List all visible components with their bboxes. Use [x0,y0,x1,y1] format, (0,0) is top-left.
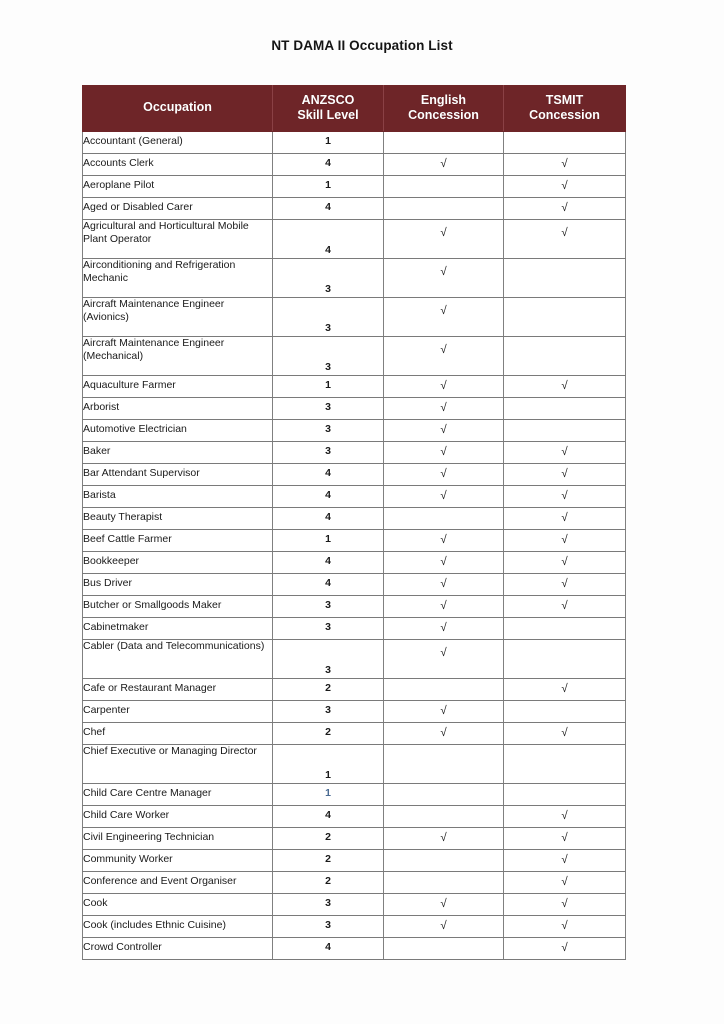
table-row[interactable] [83,375,626,397]
cell-english-concession: √ [384,419,504,441]
cell-skill-level: 3 [273,397,384,419]
table-row[interactable] [83,529,626,551]
table-header-row [83,86,626,132]
cell-tsmit-concession: √ [504,375,626,397]
cell-english-concession: √ [384,441,504,463]
table-row[interactable] [83,175,626,197]
cell-skill-level: 3 [273,297,384,336]
column-header-english-line2: Concession [408,107,479,122]
table-row[interactable] [83,551,626,573]
cell-tsmit-concession [504,397,626,419]
cell-occupation: Child Care Centre Manager [83,783,273,805]
table-row[interactable] [83,441,626,463]
column-header-occupation-line1: Occupation [143,100,212,115]
cell-english-concession [384,783,504,805]
cell-tsmit-concession: √ [504,219,626,258]
table-row[interactable] [83,258,626,297]
table-row[interactable] [83,893,626,915]
cell-skill-level: 1 [273,744,384,783]
cell-occupation: Cafe or Restaurant Manager [83,678,273,700]
page-title: NT DAMA II Occupation List [271,38,453,53]
cell-english-concession: √ [384,551,504,573]
cell-english-concession: √ [384,297,504,336]
table-row[interactable] [83,219,626,258]
cell-skill-level: 2 [273,871,384,893]
cell-english-concession [384,744,504,783]
column-header-anzsco-line1: ANZSCO [301,93,355,107]
cell-english-concession [384,175,504,197]
cell-occupation: Baker [83,441,273,463]
cell-skill-level: 4 [273,507,384,529]
table-body [83,131,626,959]
cell-tsmit-concession [504,297,626,336]
cell-occupation: Automotive Electrician [83,419,273,441]
table-header [83,86,626,132]
cell-skill-level: 3 [273,258,384,297]
cell-skill-level: 3 [273,441,384,463]
cell-skill-level: 2 [273,678,384,700]
table-row[interactable] [83,336,626,375]
table-row[interactable] [83,463,626,485]
cell-skill-level: 3 [273,595,384,617]
column-header-tsmit-concession [504,86,626,132]
cell-tsmit-concession [504,258,626,297]
table-row[interactable] [83,573,626,595]
table-row[interactable] [83,131,626,153]
cell-english-concession: √ [384,336,504,375]
cell-occupation: Community Worker [83,849,273,871]
cell-skill-level: 2 [273,827,384,849]
cell-tsmit-concession: √ [504,915,626,937]
cell-skill-level: 2 [273,722,384,744]
cell-occupation: Cook (includes Ethnic Cuisine) [83,915,273,937]
cell-tsmit-concession: √ [504,441,626,463]
cell-occupation: Beef Cattle Farmer [83,529,273,551]
cell-tsmit-concession: √ [504,153,626,175]
cell-english-concession [384,678,504,700]
cell-occupation: Bar Attendant Supervisor [83,463,273,485]
cell-occupation: Carpenter [83,700,273,722]
cell-skill-level: 3 [273,639,384,678]
cell-skill-level: 3 [273,617,384,639]
cell-occupation: Chief Executive or Managing Director [83,744,273,783]
cell-tsmit-concession: √ [504,573,626,595]
cell-occupation: Conference and Event Organiser [83,871,273,893]
column-header-anzsco-skill-level [273,86,384,132]
occupation-list-table-container [82,85,625,960]
cell-occupation: Crowd Controller [83,937,273,959]
table-row[interactable] [83,617,626,639]
cell-occupation: Cook [83,893,273,915]
cell-english-concession: √ [384,258,504,297]
cell-tsmit-concession: √ [504,551,626,573]
cell-english-concession: √ [384,722,504,744]
cell-tsmit-concession [504,639,626,678]
cell-english-concession: √ [384,573,504,595]
cell-tsmit-concession [504,131,626,153]
cell-english-concession: √ [384,700,504,722]
cell-occupation: Agricultural and Horticultural Mobile Plant Operator [83,219,273,258]
table-row[interactable] [83,397,626,419]
cell-tsmit-concession [504,783,626,805]
cell-skill-level: 3 [273,336,384,375]
cell-english-concession: √ [384,153,504,175]
table-row[interactable] [83,153,626,175]
cell-english-concession: √ [384,915,504,937]
table-row[interactable] [83,419,626,441]
cell-english-concession: √ [384,219,504,258]
table-row[interactable] [83,722,626,744]
table-row[interactable] [83,485,626,507]
cell-skill-level: 4 [273,551,384,573]
cell-skill-level: 1 [273,375,384,397]
cell-english-concession [384,805,504,827]
cell-occupation: Bookkeeper [83,551,273,573]
table-row[interactable] [83,197,626,219]
cell-tsmit-concession [504,419,626,441]
cell-occupation: Accountant (General) [83,131,273,153]
cell-skill-level: 3 [273,893,384,915]
cell-english-concession: √ [384,617,504,639]
column-header-anzsco-line2: Skill Level [297,107,359,122]
cell-occupation: Child Care Worker [83,805,273,827]
table-row[interactable] [83,297,626,336]
cell-occupation: Accounts Clerk [83,153,273,175]
cell-occupation: Cabinetmaker [83,617,273,639]
cell-skill-level: 4 [273,197,384,219]
cell-occupation: Aged or Disabled Carer [83,197,273,219]
cell-tsmit-concession: √ [504,485,626,507]
cell-tsmit-concession: √ [504,722,626,744]
cell-skill-level: 1 [273,783,384,805]
table-row[interactable] [83,744,626,783]
column-header-english-concession [384,86,504,132]
cell-skill-level: 4 [273,463,384,485]
cell-english-concession [384,507,504,529]
cell-skill-level: 4 [273,573,384,595]
cell-skill-level: 4 [273,485,384,507]
cell-english-concession: √ [384,893,504,915]
column-header-tsmit-line1: TSMIT [545,93,584,107]
column-header-english-line1: English [420,93,467,107]
table-row[interactable] [83,639,626,678]
table-row[interactable] [83,871,626,893]
column-header-tsmit-line2: Concession [529,107,600,122]
cell-tsmit-concession: √ [504,197,626,219]
cell-english-concession: √ [384,827,504,849]
cell-occupation: Aeroplane Pilot [83,175,273,197]
cell-skill-level: 1 [273,175,384,197]
cell-tsmit-concession: √ [504,849,626,871]
cell-skill-level: 3 [273,700,384,722]
cell-english-concession: √ [384,463,504,485]
cell-tsmit-concession: √ [504,827,626,849]
cell-tsmit-concession: √ [504,871,626,893]
cell-tsmit-concession: √ [504,175,626,197]
cell-tsmit-concession: √ [504,678,626,700]
table-row[interactable] [83,937,626,959]
cell-skill-level: 4 [273,937,384,959]
column-header-occupation [83,86,273,132]
cell-skill-level: 1 [273,131,384,153]
table-row[interactable] [83,507,626,529]
cell-occupation: Civil Engineering Technician [83,827,273,849]
table-row[interactable] [83,849,626,871]
cell-occupation: Aircraft Maintenance Engineer (Avionics) [83,297,273,336]
cell-occupation: Aquaculture Farmer [83,375,273,397]
cell-occupation: Aircraft Maintenance Engineer (Mechanical) [83,336,273,375]
cell-english-concession [384,937,504,959]
cell-tsmit-concession [504,336,626,375]
cell-occupation: Barista [83,485,273,507]
cell-english-concession [384,197,504,219]
cell-skill-level: 1 [273,529,384,551]
cell-tsmit-concession: √ [504,937,626,959]
cell-occupation: Cabler (Data and Telecommunications) [83,639,273,678]
cell-tsmit-concession [504,617,626,639]
table-row[interactable] [83,805,626,827]
cell-occupation: Airconditioning and Refrigeration Mechanic [83,258,273,297]
cell-skill-level: 4 [273,153,384,175]
cell-tsmit-concession [504,700,626,722]
table-row[interactable] [83,595,626,617]
cell-tsmit-concession [504,744,626,783]
table-row[interactable] [83,783,626,805]
table-row[interactable] [83,700,626,722]
table-row[interactable] [83,678,626,700]
cell-tsmit-concession: √ [504,529,626,551]
cell-skill-level: 4 [273,219,384,258]
cell-english-concession [384,131,504,153]
occupation-list-table [82,85,626,960]
table-row[interactable] [83,915,626,937]
cell-tsmit-concession: √ [504,805,626,827]
cell-english-concession: √ [384,485,504,507]
cell-tsmit-concession: √ [504,595,626,617]
cell-skill-level: 3 [273,915,384,937]
cell-tsmit-concession: √ [504,507,626,529]
cell-english-concession [384,849,504,871]
cell-occupation: Arborist [83,397,273,419]
cell-tsmit-concession: √ [504,893,626,915]
cell-occupation: Bus Driver [83,573,273,595]
cell-english-concession: √ [384,375,504,397]
cell-skill-level: 3 [273,419,384,441]
cell-english-concession: √ [384,397,504,419]
cell-occupation: Chef [83,722,273,744]
cell-english-concession [384,871,504,893]
cell-english-concession: √ [384,639,504,678]
cell-english-concession: √ [384,529,504,551]
cell-occupation: Beauty Therapist [83,507,273,529]
cell-tsmit-concession: √ [504,463,626,485]
cell-occupation: Butcher or Smallgoods Maker [83,595,273,617]
cell-english-concession: √ [384,595,504,617]
cell-skill-level: 4 [273,805,384,827]
table-row[interactable] [83,827,626,849]
cell-skill-level: 2 [273,849,384,871]
